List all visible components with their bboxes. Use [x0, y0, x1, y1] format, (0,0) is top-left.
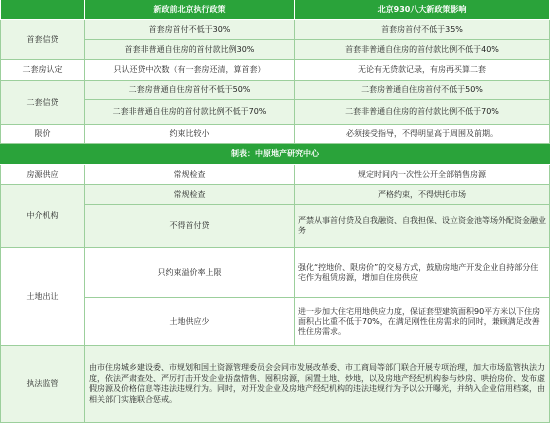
- row-label: 房源供应: [0, 165, 85, 185]
- table-row: [0, 125, 550, 144]
- row-label: 二套房认定: [0, 60, 85, 81]
- header-blank: [0, 0, 85, 20]
- table-row: [0, 20, 550, 60]
- row-label: 执法监管: [0, 346, 85, 423]
- cell-new: 强化“控地价、限房价”的交易方式，鼓励房地产开发企业自持部分住宅作为租赁房源，增加自住房供应: [295, 248, 550, 298]
- cell-new: 进一步加大住宅用地供应力度，保证套型建筑面积90平方米以下住房面积占比重不低于70%，在满足刚性住房需求的同时，兼顾满足改善性住房需求。: [295, 298, 550, 346]
- table-row: [0, 81, 550, 125]
- cell-old: 二套房普通自住房首付不低于50%: [85, 81, 295, 100]
- cell-old: 土地供应少: [85, 298, 295, 346]
- cell-new: 严禁从事首付贷及自我融资、自我担保、设立资金池等场外配资金融业务: [295, 205, 550, 248]
- row-label: 土地出让: [0, 248, 85, 346]
- table-row: [0, 248, 550, 346]
- row-label: 中介机构: [0, 185, 85, 248]
- cell-old: 只约束溢价率上限: [85, 248, 295, 298]
- table-row: [0, 60, 550, 81]
- source-note: 制表：中原地产研究中心: [0, 144, 550, 165]
- cell-new: 无论有无贷款记录，有房再买算二套: [295, 60, 550, 81]
- header-old-policy: 新政前北京执行政策: [85, 0, 295, 20]
- table-section-header: [0, 144, 550, 165]
- cell-new: 二套非普通自住房的首付款比例不低于70%: [295, 100, 550, 125]
- cell-new: 严格约束，不得烘托市场: [295, 185, 550, 205]
- cell-content: 由市住房城乡建设委、市规划和国土资源管理委员会会同市发展改革委、市工商局等部门联合开展专项治理，加大市场监管执法力度，依法严肃查处、严厉打击开发企业捂盘惜售、囤积房源，闲置土地、炒地，以及房地产经纪机构参与炒房、哄抬房价、发布虚假房源及价格信息等违法违规行为。同时，对开发企业及房地产经纪机构的违法违规行为予以公开曝光，并纳入企业信用档案，由相关部门实施联合惩戒。: [85, 346, 550, 423]
- cell-old: 约束比较小: [85, 125, 295, 144]
- cell-old: 不得首付贷: [85, 205, 295, 248]
- table-row: [0, 346, 550, 423]
- cell-new: 首套房首付不低于35%: [295, 20, 550, 40]
- cell-old: 二套非普通自住房的首付款比例不低于70%: [85, 100, 295, 125]
- header-new-policy: 北京930八大新政策影响: [295, 0, 550, 20]
- cell-old: 常规检查: [85, 165, 295, 185]
- cell-old: 首套房首付不低于30%: [85, 20, 295, 40]
- table-row: [0, 185, 550, 248]
- cell-new: 二套房普通自住房首付不低于50%: [295, 81, 550, 100]
- row-label: 二套信贷: [0, 81, 85, 125]
- cell-old: 只认还贷中次数（有一套房还清，算首套）: [85, 60, 295, 81]
- row-label: 首套信贷: [0, 20, 85, 60]
- cell-new: 规定时间内一次性公开全部销售房源: [295, 165, 550, 185]
- table-row: [0, 165, 550, 185]
- row-label: 限价: [0, 125, 85, 144]
- cell-old: 常规检查: [85, 185, 295, 205]
- cell-old: 首套非普通自住房的首付款比例30%: [85, 40, 295, 60]
- cell-new: 必须接受指导，不得明显高于周围及前期。: [295, 125, 550, 144]
- cell-new: 首套非普通自住房的首付款比例不低于40%: [295, 40, 550, 60]
- table-header-row: [0, 0, 550, 20]
